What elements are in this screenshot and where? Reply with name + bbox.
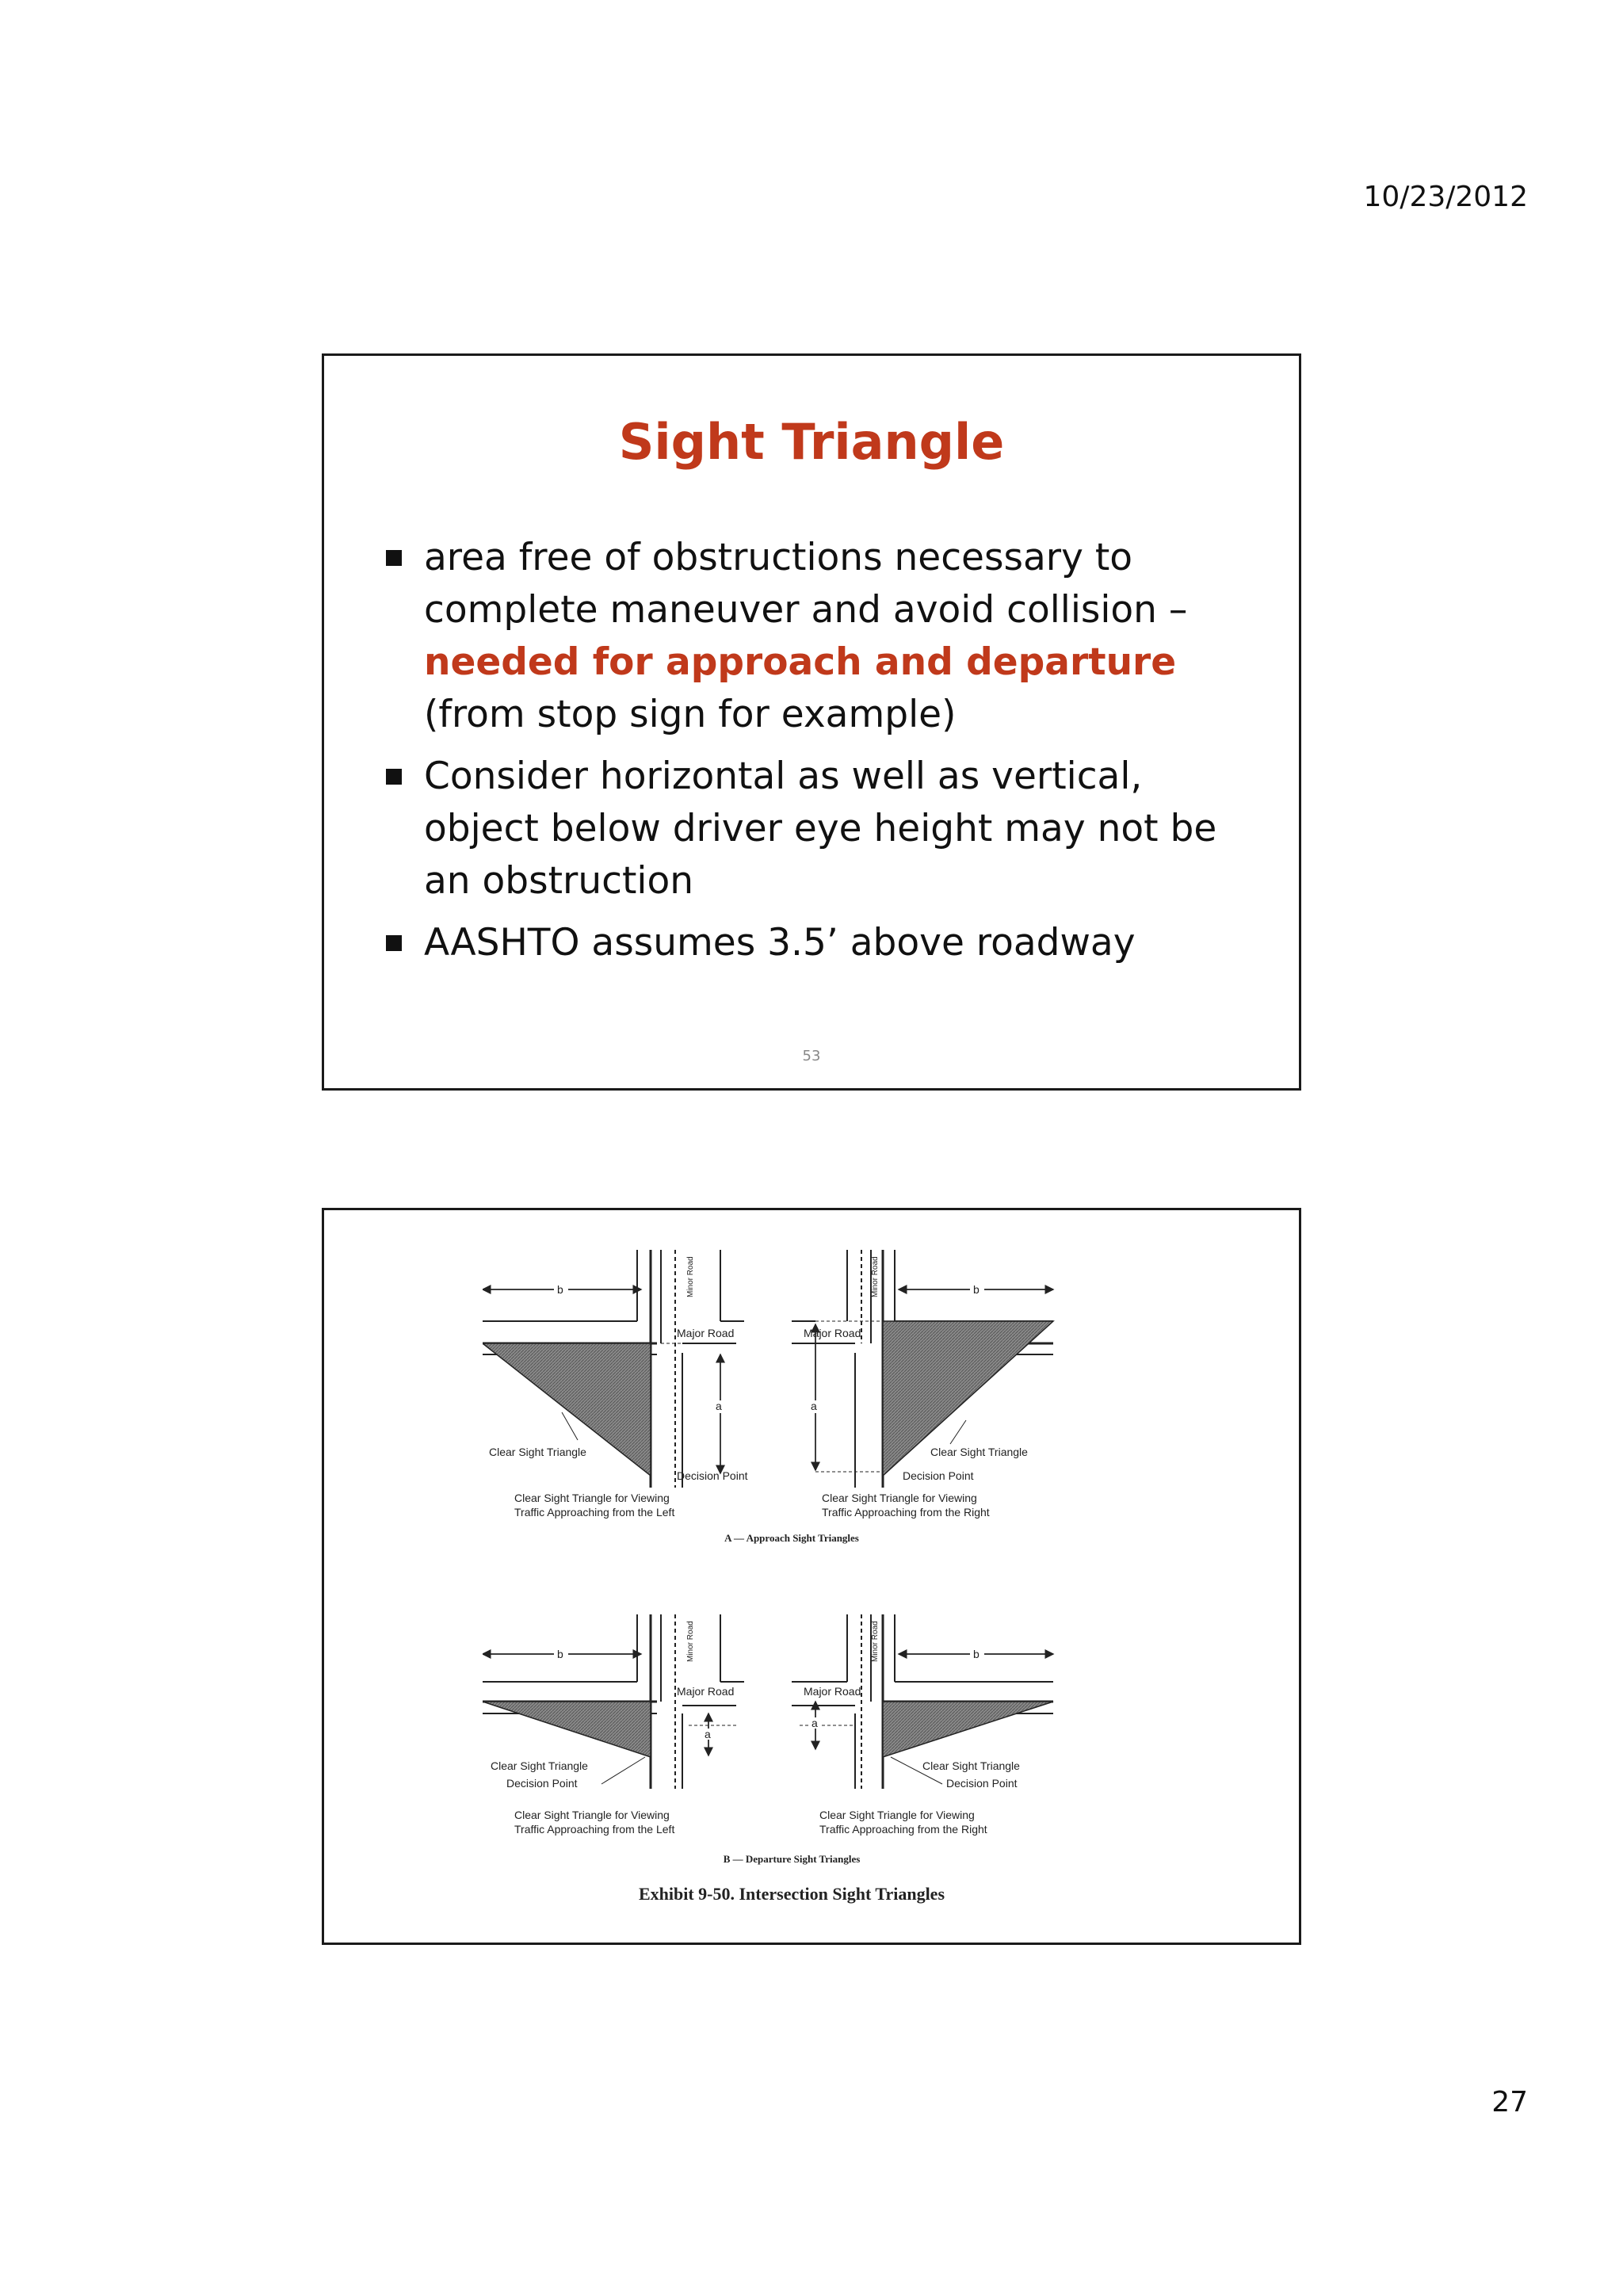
caption-line: Traffic Approaching from the Right [819, 1823, 987, 1836]
decision-point-label: Decision Point [903, 1469, 974, 1482]
slide-number: 53 [802, 1048, 821, 1064]
square-bullet-icon [386, 935, 402, 951]
a-label: a [716, 1400, 722, 1412]
bullet-list [386, 532, 1251, 979]
caption-line: Clear Sight Triangle for Viewing [822, 1492, 977, 1504]
caption-line: Traffic Approaching from the Right [822, 1506, 990, 1519]
minor-road-label: Minor Road [686, 1621, 695, 1662]
page-date: 10/23/2012 [1363, 181, 1528, 213]
b-label: b [973, 1648, 980, 1660]
clear-sight-triangle-label: Clear Sight Triangle [491, 1759, 588, 1772]
square-bullet-icon [386, 550, 402, 566]
section-b-label: B — Departure Sight Triangles [723, 1853, 861, 1865]
bullet-text: AASHTO assumes 3.5’ above roadway [424, 921, 1136, 965]
bullet-highlight: needed for approach and departure [424, 640, 1177, 684]
minor-road-label: Minor Road [871, 1256, 880, 1297]
major-road-label: Major Road [804, 1685, 861, 1698]
decision-point-label: Decision Point [677, 1469, 748, 1482]
slide-sight-triangle [322, 353, 1301, 1091]
caption-line: Traffic Approaching from the Left [514, 1506, 675, 1519]
page-number: 27 [1491, 2086, 1528, 2118]
bullet-item [386, 751, 1251, 907]
bullet-text: Consider horizontal as well as vertical, object below driver eye height may not be an obstruction [424, 755, 1217, 903]
slide-intersection-figure [322, 1208, 1301, 1945]
caption-line: Clear Sight Triangle for Viewing [514, 1492, 670, 1504]
clear-sight-triangle-label: Clear Sight Triangle [930, 1446, 1028, 1458]
decision-point-label: Decision Point [946, 1777, 1018, 1790]
square-bullet-icon [386, 769, 402, 785]
panel-departure-left [483, 1614, 744, 1836]
clear-sight-triangle-label: Clear Sight Triangle [489, 1446, 586, 1458]
b-label: b [557, 1283, 563, 1296]
exhibit-caption: Exhibit 9-50. Intersection Sight Triangles [638, 1884, 945, 1904]
minor-road-label: Minor Road [871, 1621, 880, 1662]
panel-approach-left [483, 1250, 748, 1519]
major-road-label: Major Road [677, 1685, 735, 1698]
panel-departure-right [792, 1614, 1053, 1836]
a-label: a [812, 1717, 818, 1729]
b-label: b [557, 1648, 563, 1660]
caption-line: Clear Sight Triangle for Viewing [514, 1809, 670, 1821]
bullet-text: area free of obstructions necessary to complete maneuver and avoid collision – [424, 536, 1188, 632]
minor-road-label: Minor Road [686, 1256, 695, 1297]
bullet-text-after: (from stop sign for example) [424, 693, 957, 736]
major-road-label: Major Road [677, 1327, 735, 1339]
caption-line: Traffic Approaching from the Left [514, 1823, 675, 1836]
intersection-sight-triangles-figure [483, 1242, 1132, 1924]
major-road-label: Major Road [804, 1327, 861, 1339]
slide-title: Sight Triangle [618, 413, 1005, 471]
clear-sight-triangle-label: Clear Sight Triangle [922, 1759, 1020, 1772]
bullet-item [386, 917, 1251, 969]
section-a-label: A — Approach Sight Triangles [724, 1532, 859, 1544]
bullet-item [386, 532, 1251, 741]
b-label: b [973, 1283, 980, 1296]
a-label: a [705, 1728, 711, 1740]
panel-approach-right [792, 1250, 1053, 1519]
caption-line: Clear Sight Triangle for Viewing [819, 1809, 975, 1821]
a-label: a [811, 1400, 817, 1412]
decision-point-label: Decision Point [506, 1777, 578, 1790]
